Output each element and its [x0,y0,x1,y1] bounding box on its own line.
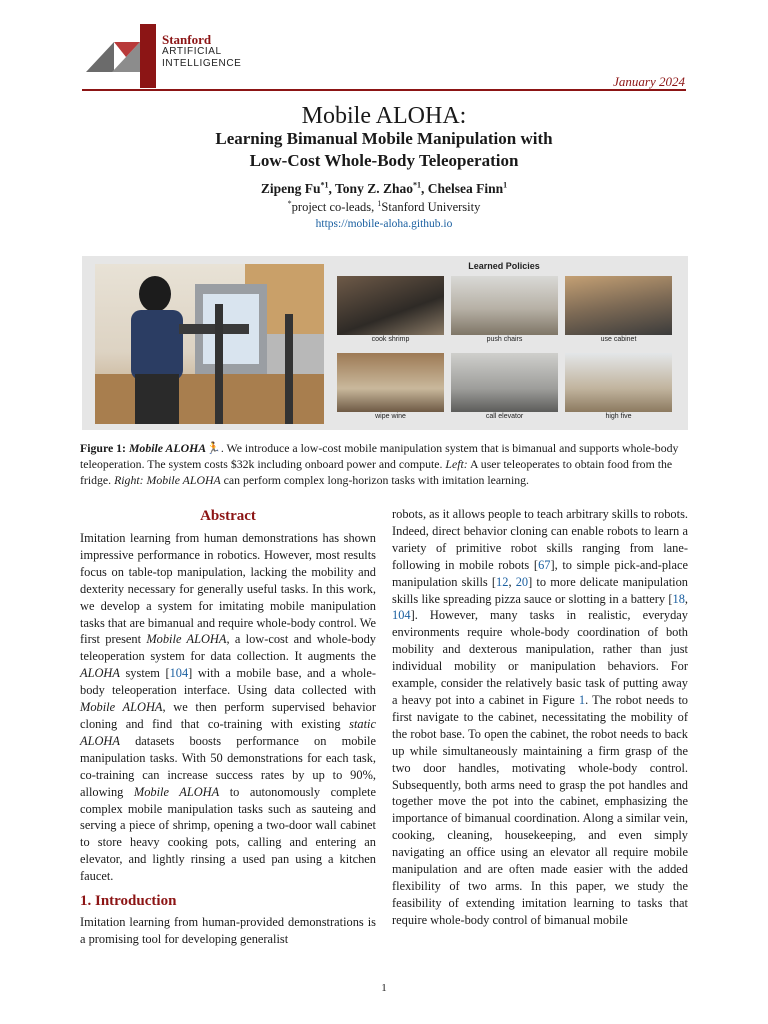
abstract-emphasis: ALOHA [80,666,120,681]
abstract-text: , we then perform supervised behavior cloning and find that co-training with existing [80,700,376,731]
body-text: . The robot needs to first navigate to the cabinet, necessitating the mobility of the robot base. To open the cabinet, the robot needs to back up while simultaneously maintaining a firm grasp of the two door handles, motivating whole-body control. Subsequently, both arms need to grasp the pot handles and together move the pot into the cabinet, emphasizing the importance of bimanual coordination. Along a similar vein, cooking, cleaning, housekeeping, and even simply navigating an office using an elevator all require mobile manipulation and are often made easier with the added flexibility of two arms. In this paper, we study the feasibility of extending imitation learning to tasks that require whole-body control of bimanual mobile [392,692,688,927]
logo-artificial-text: ARTIFICIAL [162,46,222,57]
abstract-emphasis: Mobile ALOHA [133,784,220,799]
subtitle-line-1: Learning Bimanual Mobile Manipulation with [215,129,553,148]
caption-text-3: can perform complex long-horizon tasks with imitation learning. [220,473,529,487]
citation-link[interactable]: 67 [538,557,551,572]
citation-link[interactable]: 18 [672,591,685,606]
thumb-caption: use cabinet [565,335,672,344]
figure-1-caption [80,440,688,488]
abstract-emphasis: Mobile ALOHA [80,700,163,715]
thumb-caption: cook shrimp [337,335,444,344]
thumb-push-chairs [451,276,558,344]
intro-body: Imitation learning from human-provided demonstrations is a promising tool for developing generalist [80,915,376,946]
paper-subtitle [0,128,768,172]
citation-link[interactable]: 12 [496,574,509,589]
thumb-high-five [565,353,672,421]
author-list: Zipeng Fu$^{*1}$, Tony Z. Zhao$^{*1}$, Chelsea Finn$^1$ [260,180,508,196]
affiliations [0,200,768,215]
thumb-wipe-wine [337,353,444,421]
caption-system-name: Mobile ALOHA [128,441,207,455]
author-1-mark: *1 [320,180,329,190]
figure-reference-link[interactable]: 1 [578,692,586,707]
runner-icon: 🏃 [206,441,221,455]
right-column [392,506,688,929]
publication-date: January 2024 [613,74,685,89]
abstract-text: datasets boosts performance on mobile manipulation tasks. With 50 demonstrations for each task, co-training can increase success rates by up to 90%, allowing [80,733,376,799]
body-text: ] to more delicate manipulation skills like spreading pizza sauce or slotting in a battery [ [392,574,688,606]
citation-link[interactable]: 104 [169,666,189,681]
abstract-emphasis: Mobile ALOHA [146,632,227,647]
affil-text-2: Stanford University [381,200,481,214]
figure-1 [82,256,688,430]
thumb-caption: push chairs [451,335,558,344]
author-3: Chelsea Finn [427,181,504,196]
abstract-text: Imitation learning from human demonstrations has shown impressive performance in robotics. However, most results focus on table-top manipulation, lacking the mobility and dexterity necessary for generally useful tasks. In this work, we develop a system for imitating mobile manipulation tasks that are bimanual and require whole-body control. We first present [80,531,376,647]
subtitle-line-2: Low-Cost Whole-Body Teleoperation [249,151,519,170]
abstract-text: to autonomously complete complex mobile manipulation tasks such as sauteing and serving a piece of shrimp, opening a two-door wall cabinet to store heavy cooking pots, calling and entering an elevator, and lightly rinsing a used pan using a kitchen faucet. [80,784,376,884]
affil-mark-2: 1 [377,198,382,208]
thumb-caption: high five [565,412,672,421]
body-text: , [508,574,516,589]
author-2-mark: *1 [412,180,421,190]
thumb-use-cabinet [565,276,672,344]
header-rule [82,89,686,91]
thumb-call-elevator [451,353,558,421]
body-text: robots, as it allows people to teach arbitrary skills to robots. Indeed, direct behavior cloning can enable robots to learn a variety of primitive robot skills ranging from lane-following in mobile robots [ [392,507,688,572]
affil-mark-1: * [287,198,292,208]
thumb-caption: call elevator [451,412,558,421]
stanford-ai-logo [86,24,246,88]
caption-system-name-2: Mobile ALOHA [146,473,221,487]
teleoperation-photo [95,264,324,424]
body-text: , [684,591,688,606]
caption-text-2: A user teleoperates to obtain food from the fridge. [80,457,673,487]
logo-intelligence-text: INTELLIGENCE [162,58,242,69]
thumb-caption: wipe wine [337,412,444,421]
abstract-text: , a low-cost and whole-body teleoperation system for data collection. It augments the [80,632,376,664]
abstract-text: ] with a mobile base, and a whole-body teleoperation interface. Using data collected with [80,666,376,698]
project-url-link[interactable]: https://mobile-aloha.github.io [315,218,453,230]
caption-label: Figure 1: [80,441,126,455]
author-2: Tony Z. Zhao [335,181,413,196]
paper-title: Mobile ALOHA: [301,103,467,129]
citation-link[interactable]: 104 [392,608,411,623]
body-text: ]. However, many tasks in realistic, everyday environments require whole-body coordination of both mobility and dexterous manipulation, rather than just individual mobility or manipulation behaviors. For example, consider the relatively basic task of putting away a heavy pot into a cabinet in Figure [392,608,688,707]
abstract-text: system [ [119,666,170,681]
caption-left-label: Left: [445,457,468,471]
stanford-ai-logo-mark [86,24,162,88]
thumb-cook-shrimp [337,276,444,344]
affil-text-1: project co-leads, [291,200,378,214]
logo-stanford-text: Stanford [162,32,212,47]
caption-text-1: . We introduce a low-cost mobile manipulation system that is bimanual and supports whole-body teleoperation. The system costs $32k including onboard power and compute. [80,441,679,471]
abstract-body [80,530,376,885]
learned-policies-title: Learned Policies [468,261,540,271]
caption-right-label: Right: [114,473,144,487]
left-column [80,506,376,948]
page-number: 1 [381,982,387,994]
citation-link[interactable]: 20 [515,574,529,589]
body-text: ], to simple pick-and-place manipulation skills [ [392,557,689,589]
abstract-heading: Abstract [200,508,256,524]
author-3-mark: 1 [503,180,508,190]
author-1: Zipeng Fu [260,181,321,196]
abstract-emphasis: static ALOHA [80,716,376,748]
intro-heading: 1. Introduction [80,893,177,910]
